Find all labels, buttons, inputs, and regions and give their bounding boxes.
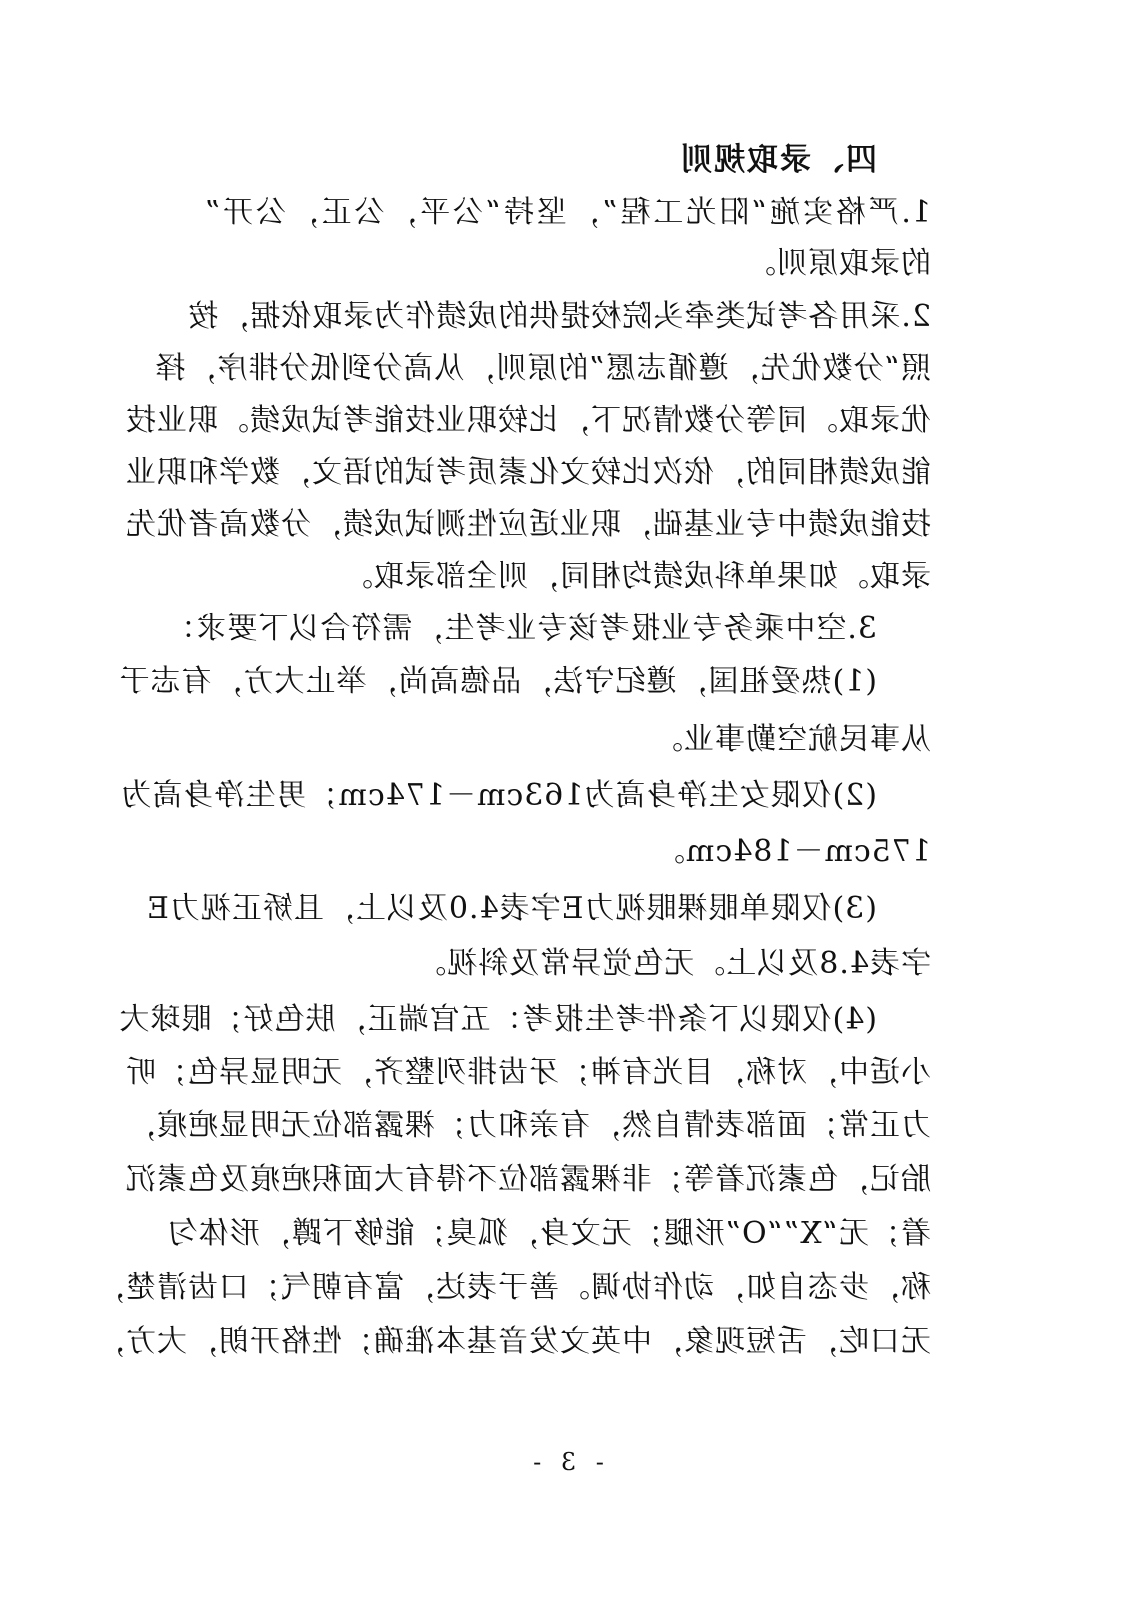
requirement-4-line-3: 力正常；面部表情自然，有亲和力；裸露部位无明显疤痕， <box>125 1108 931 1143</box>
requirement-2-line-2: 175cm－184cm。 <box>653 834 931 869</box>
requirement-4-line-2: 小适中，对称，目光有神；牙齿排列整齐，无明显异色；听 <box>125 1055 931 1090</box>
paragraph-2-line-1: 2.采用各考试类牵头院校提供的成绩作为录取依据，按 <box>187 299 931 334</box>
section-heading: 四、录取规则 <box>679 142 877 178</box>
paragraph-3-line-1: 3.空中乘务专业报考该专业考生，需符合以下要求： <box>164 611 877 646</box>
paragraph-2-line-3: 优录取。同等分数情况下，比较职业技能考试成绩。职业技 <box>125 403 931 438</box>
requirement-4-line-7: 无口吃，舌短现象，中英文发音基本准确；性格开朗，大方， <box>94 1324 931 1359</box>
paragraph-2-line-6: 录取。如果单科成绩均相同，则全部录取。 <box>342 559 931 594</box>
requirement-4-line-1: (4)仅限以下条件考生报考：五官端正，肤色好；眼球大 <box>118 1002 877 1037</box>
page-number: - 3 - <box>527 1448 604 1476</box>
paragraph-1-line-1: 1.严格实施“阳光工程”，坚持“公平，公正，公开” <box>204 195 931 230</box>
requirement-4-line-5: 着；无“X”“O”形腿；无文身，狐臭；能够下蹲，形体匀 <box>166 1216 931 1251</box>
requirement-2-line-1: (2)仅限女生净身高为163cm－174cm；男生净身高为 <box>120 778 877 813</box>
paragraph-2-line-2: 照“分数优先，遵循志愿”的原则，从高分到低分排序，择 <box>154 351 931 386</box>
requirement-4-line-4: 胎记，色素沉着等；非裸露部位不得有大面积疤痕及色素沉 <box>125 1162 931 1197</box>
paragraph-2-line-5: 技能成绩中专业基础，职业适应性测试成绩，分数高者优先 <box>125 507 931 542</box>
requirement-3-line-1: (3)仅限单眼裸眼视力E字表4.0及以上，且矫正视力E <box>145 891 877 926</box>
paragraph-1-line-2: 的录取原则。 <box>745 246 931 281</box>
requirement-1-line-2: 从事民航空勤事业。 <box>652 722 931 757</box>
requirement-1-line-1: (1)热爱祖国，遵纪守法，品德高尚，举止大方，有志于 <box>118 664 877 699</box>
requirement-4-line-6: 称，步态自如，动作协调。善于表达，富有朝气；口齿清楚， <box>94 1270 931 1305</box>
paragraph-2-line-4: 能成绩相同的，依次比较文化素质考试的语文，数学和职业 <box>125 455 931 490</box>
requirement-3-line-2: 字表4.8及以上。无色觉异常及斜视。 <box>415 946 931 981</box>
